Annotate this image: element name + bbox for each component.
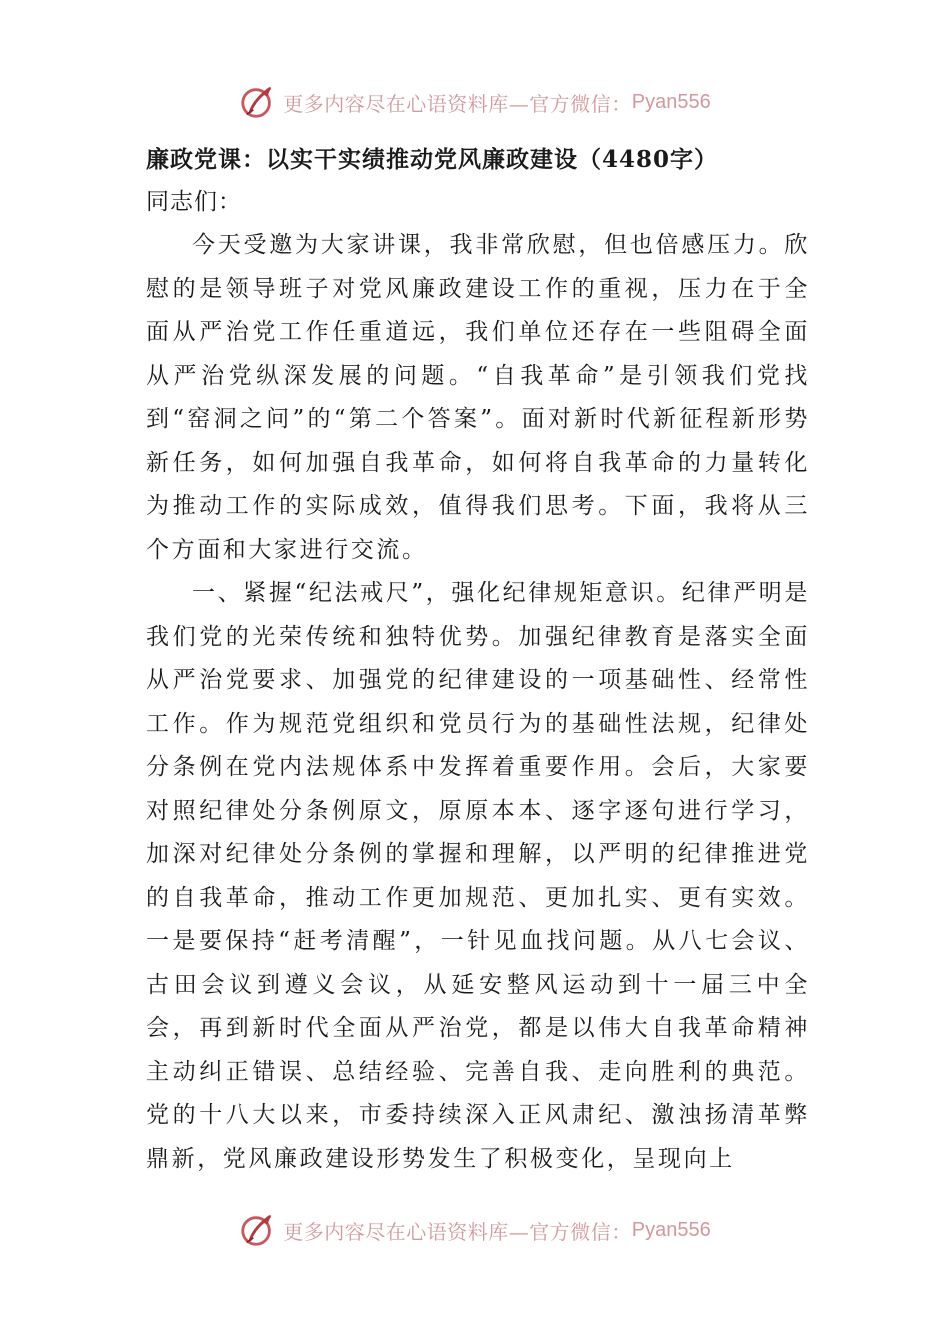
watermark-wechat-id: Pyan556 [631,1218,711,1241]
document-body [146,140,810,1181]
watermark-wechat-id: Pyan556 [631,90,711,113]
watermark-banner-bottom [0,1208,950,1252]
paragraph-section-one: 一、紧握“纪法戒尺”，强化纪律规矩意识。纪律严明是我们党的光荣传统和独特优势。加强纪律教育是落实全面从严治党要求、加强党的纪律建设的一项基础性、经常性工作。作为规范党组织和党员行为的基础性法规，纪律处分条例在党内法规体系中发挥着重要作用。会后，大家要对照纪律处分条例原文，原原本本、逐字逐句进行学习，加深对纪律处分条例的掌握和理解，以严明的纪律推进党的自我革命，推动工作更加规范、更加扎实、更有实效。一是要保持“赶考清醒”，一针见血找问题。从八七会议、古田会议到遵义会议，从延安整风运动到十一届三中全会，再到新时代全面从严治党，都是以伟大自我革命精神主动纠正错误、总结经验、完善自我、走向胜利的典范。党的十八大以来，市委持续深入正风肃纪、激浊扬清革弊鼎新，党风廉政建设形势发生了积极变化，呈现向上 [146,580,810,1172]
salutation: 同志们： [146,189,242,215]
watermark-text: 更多内容尽在心语资料库—官方微信： [283,1219,632,1244]
watermark-text: 更多内容尽在心语资料库—官方微信： [283,91,632,116]
quill-seal-logo-icon [239,1211,277,1249]
paragraph-intro: 今天受邀为大家讲课，我非常欣慰，但也倍感压力。欣慰的是领导班子对党风廉政建设工作的重视，压力在于全面从严治党工作任重道远，我们单位还存在一些阻碍全面从严治党纵深发展的问题。“自我革命”是引领我们党找到“窑洞之问”的“第二个答案”。面对新时代新征程新形势新任务，如何加强自我革命，如何将自我革命的力量转化为推动工作的实际成效，值得我们思考。下面，我将从三个方面和大家进行交流。 [146,232,810,563]
document-title: 廉政党课：以实干实绩推动党风廉政建设（4480字） [146,146,719,173]
quill-seal-logo-icon [239,83,277,121]
watermark-banner-top [0,80,950,124]
